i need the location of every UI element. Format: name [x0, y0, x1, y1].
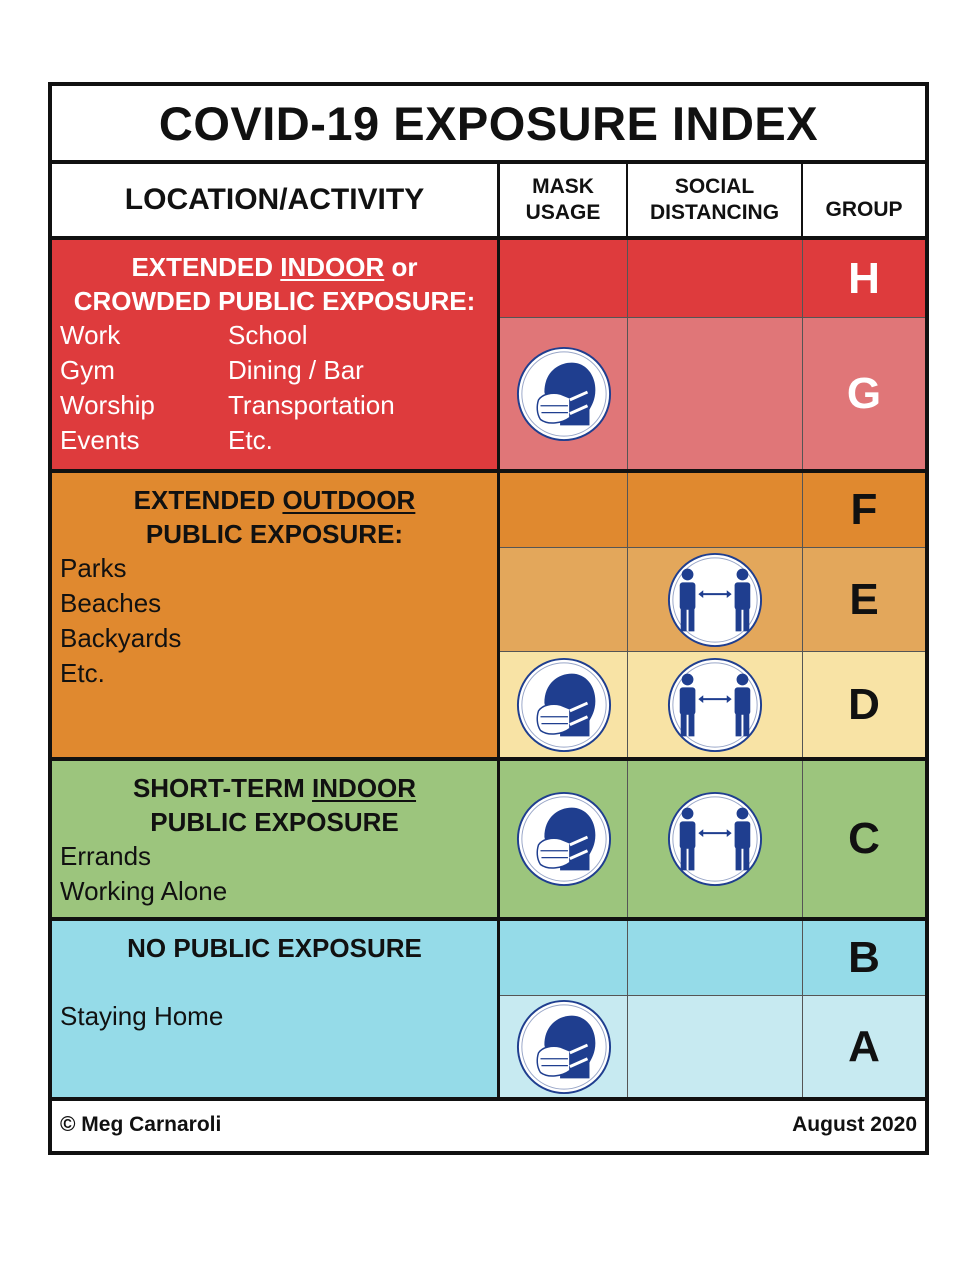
title-pre: SHORT-TERM	[132, 773, 313, 803]
group-cell-f: F	[803, 473, 925, 548]
list-item: Parks	[60, 553, 127, 583]
section-short-items	[60, 839, 489, 909]
list-item: Beaches	[60, 588, 162, 618]
title-pre: EXTENDED	[133, 485, 283, 515]
exposure-index-chart	[48, 82, 929, 1155]
social-distancing-icon	[666, 790, 764, 888]
list-item: Work	[60, 320, 121, 350]
list-item: Staying Home	[60, 1001, 224, 1031]
group-cell-e: E	[803, 548, 925, 652]
title-pre: EXTENDED	[131, 252, 281, 282]
list-item: Worship	[60, 390, 155, 420]
section-extended-outdoor	[52, 473, 500, 757]
mask-cell-f	[500, 473, 628, 548]
section-short-title	[60, 771, 489, 839]
section-indoor-items	[60, 318, 489, 458]
list-item: Etc.	[60, 658, 105, 688]
section-short-term-indoor	[52, 761, 500, 917]
header-mask-usage	[500, 164, 628, 240]
list-item: School	[228, 320, 308, 350]
list-item: Working Alone	[60, 876, 228, 906]
list-item: Transportation	[228, 390, 395, 420]
mask-icon	[515, 656, 613, 754]
date-label: August 2020	[792, 1113, 917, 1136]
mask-cell-e	[500, 548, 628, 652]
section-none-title: NO PUBLIC EXPOSURE	[127, 933, 422, 963]
social-distancing-icon	[666, 656, 764, 754]
list-item: Errands	[60, 841, 152, 871]
section-indoor-title	[60, 250, 489, 318]
list-item: Etc.	[228, 425, 273, 455]
social-cell-h	[628, 240, 803, 318]
social-cell-a	[628, 996, 803, 1097]
social-cell-e	[628, 548, 803, 652]
mask-icon	[515, 345, 613, 443]
social-cell-c	[628, 761, 803, 917]
header-social-distancing	[628, 164, 803, 240]
footer	[52, 1099, 925, 1151]
section-none-items	[60, 999, 489, 1034]
group-cell-c: C	[803, 761, 925, 917]
list-item: Events	[60, 425, 140, 455]
title-line2: CROWDED PUBLIC EXPOSURE:	[73, 286, 476, 316]
social-cell-b	[628, 921, 803, 996]
mask-cell-c	[500, 761, 628, 917]
mask-icon	[515, 790, 613, 888]
header-location-activity: LOCATION/ACTIVITY	[52, 164, 500, 240]
list-item: Gym	[60, 355, 115, 385]
header-mask-line1: MASK	[532, 175, 594, 198]
mask-cell-d	[500, 652, 628, 757]
group-cell-g: G	[803, 318, 925, 469]
header-social-line2: DISTANCING	[649, 201, 780, 224]
group-cell-h: H	[803, 240, 925, 318]
section-outdoor-title	[60, 483, 489, 551]
group-cell-a: A	[803, 996, 925, 1097]
title-line2: PUBLIC EXPOSURE:	[145, 519, 404, 549]
mask-cell-h	[500, 240, 628, 318]
title-underlined: INDOOR	[280, 252, 385, 282]
mask-cell-a	[500, 996, 628, 1097]
social-cell-d	[628, 652, 803, 757]
list-item: Backyards	[60, 623, 182, 653]
mask-icon	[515, 998, 613, 1096]
section-outdoor-items	[60, 551, 489, 691]
author-credit: © Meg Carnaroli	[60, 1113, 222, 1136]
title-post: or	[384, 252, 418, 282]
mask-cell-g	[500, 318, 628, 469]
mask-cell-b	[500, 921, 628, 996]
title-underlined: INDOOR	[312, 773, 417, 803]
list-item: Dining / Bar	[228, 355, 364, 385]
group-cell-d: D	[803, 652, 925, 757]
chart-title: COVID-19 EXPOSURE INDEX	[52, 86, 925, 164]
social-cell-f	[628, 473, 803, 548]
header-mask-line2: USAGE	[525, 201, 601, 224]
title-line2: PUBLIC EXPOSURE	[150, 807, 399, 837]
title-underlined: OUTDOOR	[282, 485, 416, 515]
section-extended-indoor	[52, 240, 500, 469]
header-group: GROUP	[803, 164, 925, 240]
social-cell-g	[628, 318, 803, 469]
section-no-public-exposure	[52, 921, 500, 1097]
header-social-line1: SOCIAL	[674, 175, 755, 198]
social-distancing-icon	[666, 551, 764, 649]
group-cell-b: B	[803, 921, 925, 996]
